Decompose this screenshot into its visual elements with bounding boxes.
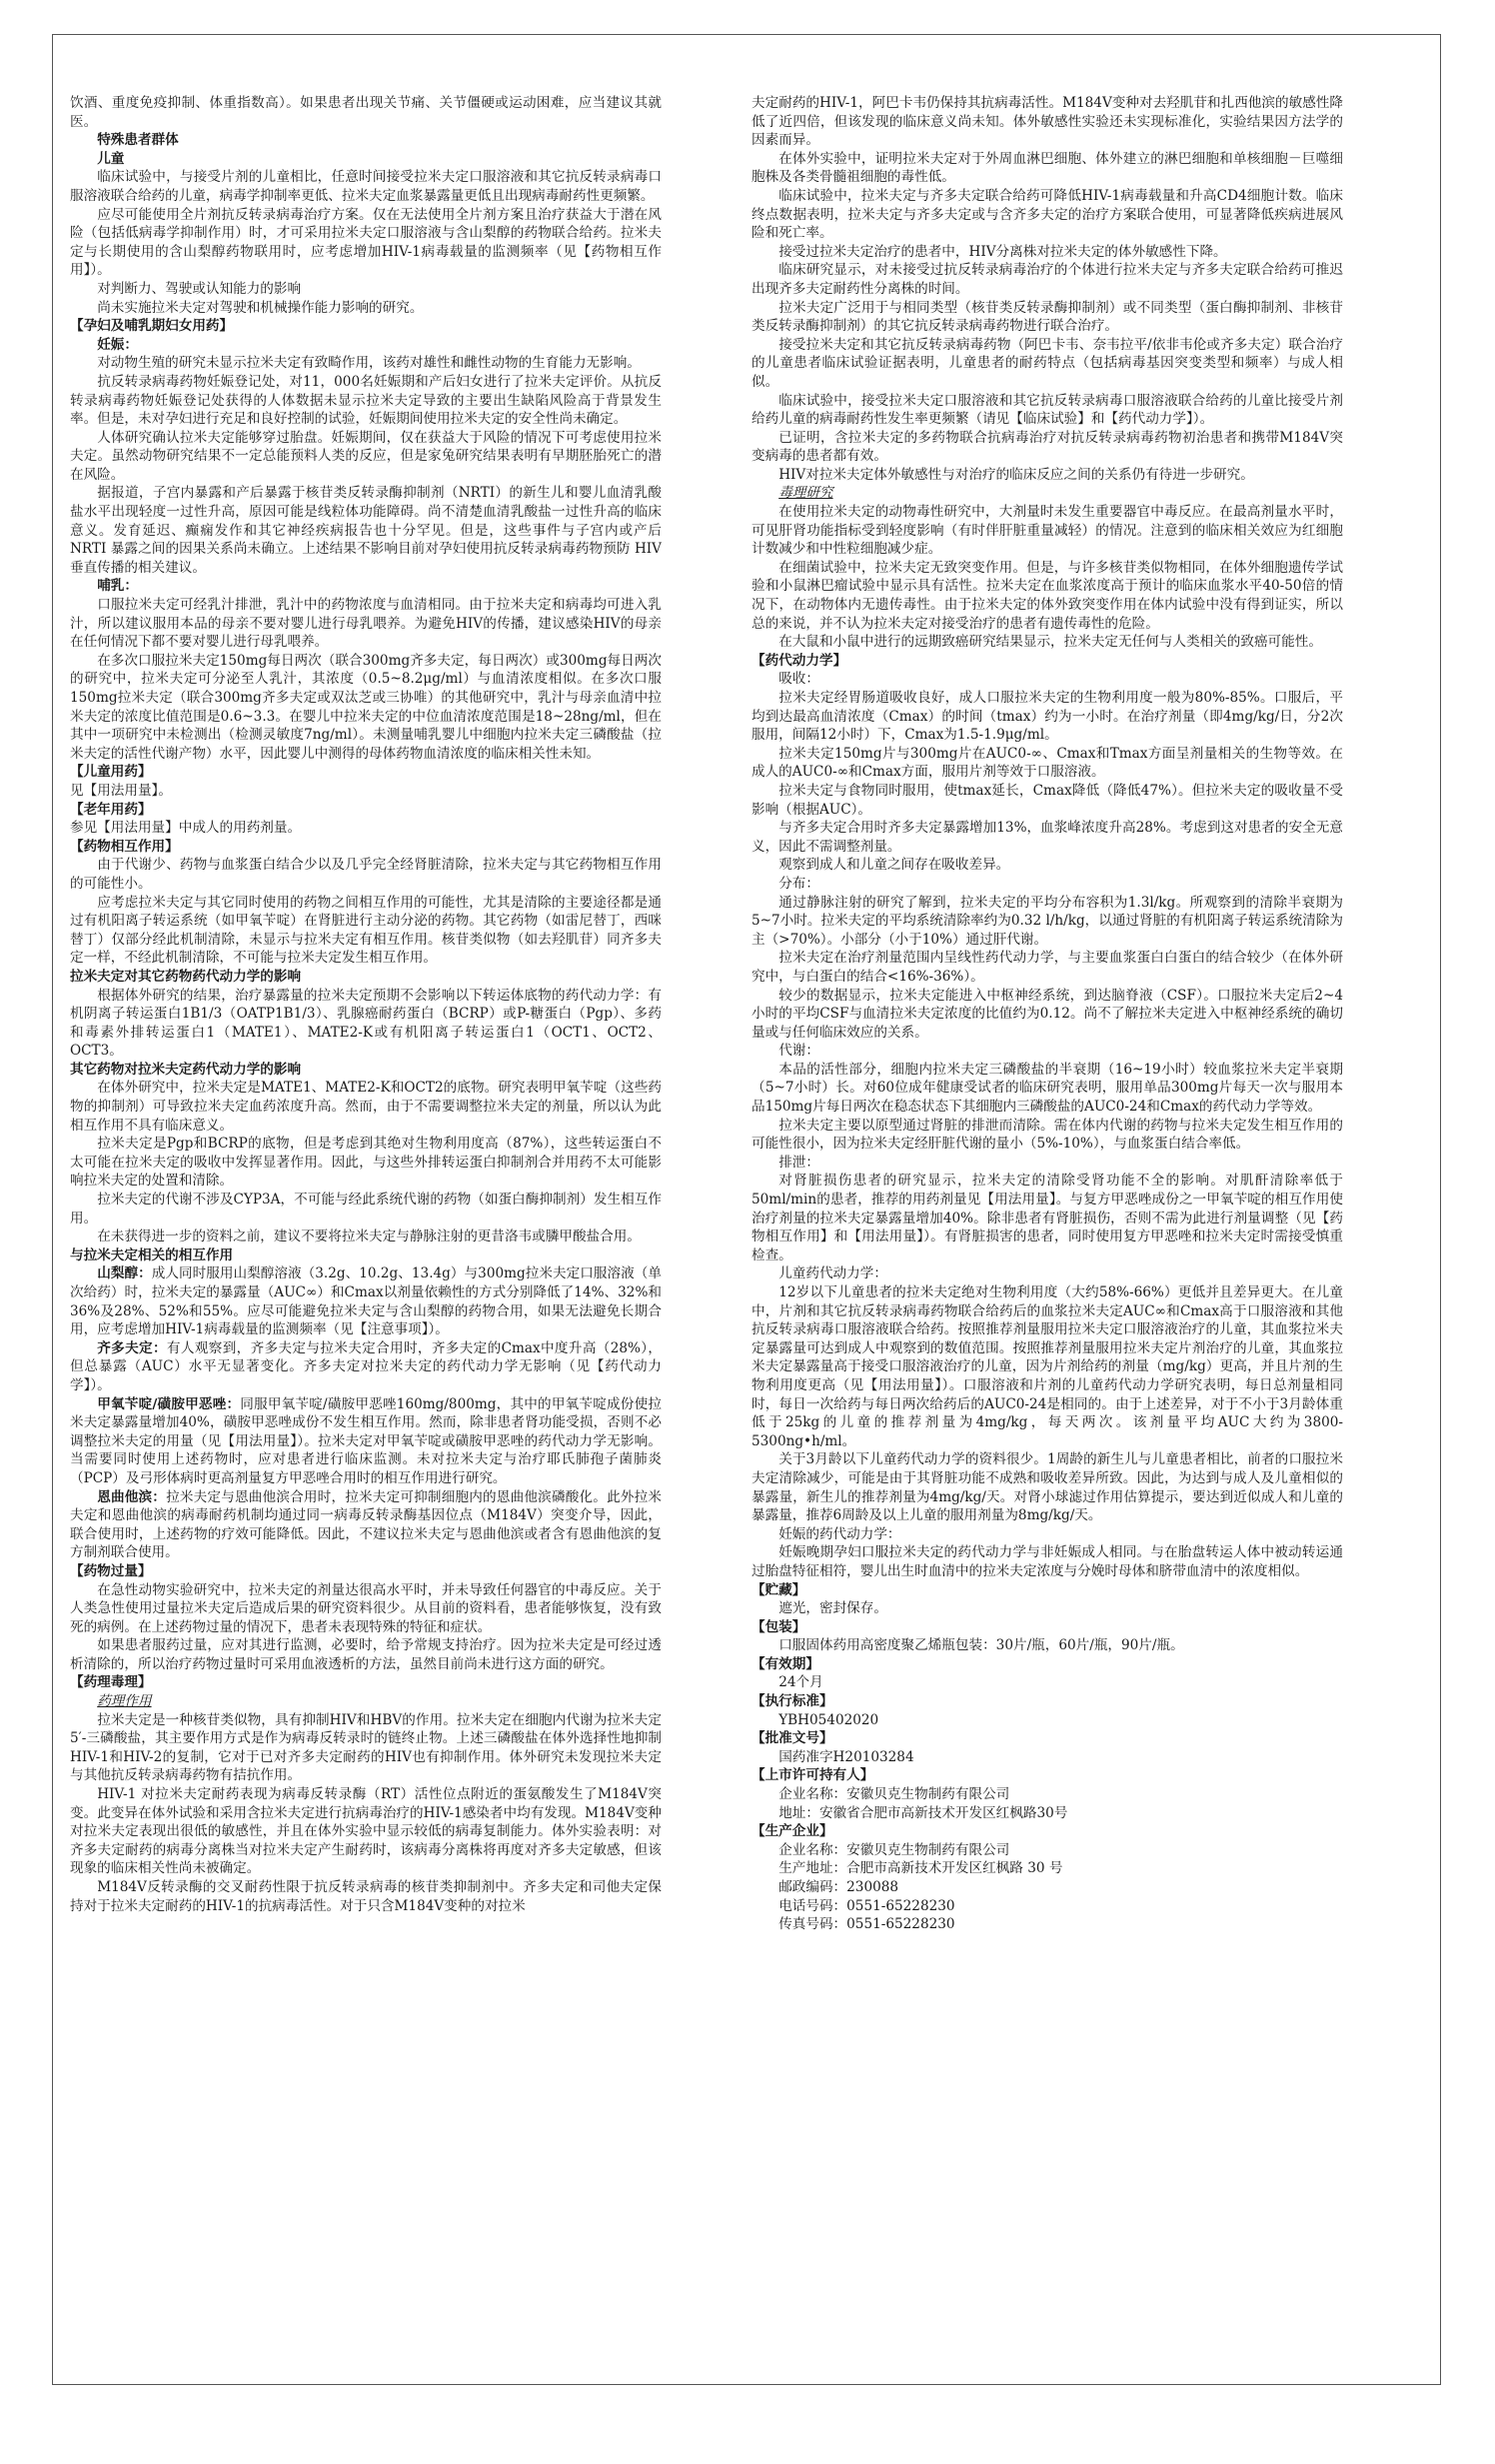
paragraph: 分布： (778, 875, 819, 892)
paragraph: 国药准字H20103284 (778, 1748, 914, 1765)
paragraph-lead: 恩曲他滨： (97, 1488, 167, 1505)
paragraph: 接受过拉米夫定治疗的患者中，HIV分离株对拉米夫定的体外敏感性下降。 (778, 243, 1227, 260)
section-heading: 与拉米夫定相关的相互作用 (70, 1246, 234, 1263)
paragraph: 代谢： (778, 1043, 819, 1060)
paragraph: 企业名称：安徽贝克生物制药有限公司 (778, 1786, 1010, 1803)
paragraph: 对判断力、驾驶或认知能力的影响 (97, 280, 302, 297)
section-heading: 【 药理毒理 】 (70, 1673, 662, 1692)
paragraph: 生产地址：合肥市高新技术开发区红枫路 30 号 (778, 1860, 1063, 1877)
paragraph (70, 1264, 662, 1338)
paragraph: 遮光，密封保存。 (778, 1600, 887, 1617)
paragraph: 口服拉米夫定可经乳汁排泄，乳汁中的药物浓度与血清相同。由于拉米夫定和病毒均可进入乳汁，所以建议服用本品的母亲不要对婴儿进行母乳喂养。为避免HIV的传播，建议感染HIV的母亲在任何情况下都不要对婴儿进行母乳喂养。 (70, 597, 662, 651)
paragraph-lead: 山梨醇： (97, 1265, 152, 1282)
paragraph: 抗反转录病毒药物妊娠登记处，对11，000名妊娠期和产后妇女进行了拉米夫定评价。从抗反转录病毒药物妊娠登记处获得的人体数据未显示拉米夫定导致的主要出生缺陷风险高于背景发生率。但是，未对孕妇进行充足和良好控制的试验，妊娠期间使用拉米夫定的安全性尚未确定。 (70, 373, 662, 428)
paragraph: 接受拉米夫定和其它抗反转录病毒药物（阿巴卡韦、奈韦拉平/依非韦伦或齐多夫定）联合治疗的儿童患者临床试验证据表明，儿童患者的耐药特点（包括病毒基因突变类型和频率）与成人相似。 (751, 336, 1343, 390)
paragraph: 对肾脏损伤患者的研究显示，拉米夫定的清除受肾功能不全的影响。对肌酐清除率低于50ml/min的患者，推荐的用药剂量见【用法用量】。与复方甲恶唑成份之一甲氧苄啶的相互作用使治疗剂量的拉米夫定暴露量增加40%。除非患者有肾脏损伤，否则不需为此进行剂量调整（见【药物相互作用】和【用法用量】）。有肾脏损害的患者，同时使用复方甲恶唑和拉米夫定时需接受慎重检查。 (751, 1173, 1343, 1263)
paragraph: 尚未实施拉米夫定对驾驶和机械操作能力影响的研究。 (97, 299, 424, 316)
paragraph: 24个月 (778, 1674, 823, 1691)
paragraph: 观察到成人和儿童之间存在吸收差异。 (778, 857, 1010, 874)
paragraph: 拉米夫定150mg片与300mg片在AUC0-∞、Cmax和Tmax方面呈剂量相关的生物等效。在成人的AUC0-∞和Cmax方面，服用片剂等效于口服溶液。 (751, 745, 1343, 781)
paragraph: 拉米夫定经胃肠道吸收良好，成人口服拉米夫定的生物利用度一般为80%-85%。口服后，平均到达最高血清浓度（Cmax）的时间（tmax）约为一小时。在治疗剂量（即4mg/kg/日，分2次服用，间隔12小时）下，Cmax为1.5-1.9μg/ml。 (751, 690, 1343, 744)
section-heading: 其它药物对拉米夫定药代动力学的影响 (70, 1061, 302, 1078)
paragraph: 传真号码：0551-65228230 (778, 1916, 955, 1933)
paragraph-lead: 甲氧苄啶/磺胺甲恶唑： (97, 1395, 241, 1412)
paragraph-text: 成人同时服用山梨醇溶液（3.2g、10.2g、13.4g）与300mg拉米夫定口服溶液（单次给药）时，拉米夫定的暴露量（AUC∞）和Cmax以剂量依赖性的方式分别降低了14%、32%和36%及28%、52%和55%。应尽可能避免拉米夫定与含山梨醇的药物合用，如果无法避免长期合用，应考虑增加HIV-1病毒载量的监测频率（见【注意事项】）。 (70, 1265, 662, 1338)
paragraph: 较少的数据显示，拉米夫定能进入中枢神经系统，到达脑脊液（CSF）。口服拉米夫定后2~4小时的平均CSF与血清拉米夫定浓度的比值约为0.12。尚不了解拉米夫定进入中枢神经系统的确切量或与任何临床效应的关系。 (751, 987, 1343, 1041)
paragraph: M184V反转录酶的交叉耐药性限于抗反转录病毒的核苷类抑制剂中。齐多夫定和司他夫定保持对于拉米夫定耐药的HIV-1的抗病毒活性。对于只含M184V变种的对拉米 (70, 1879, 662, 1914)
paragraph: 临床试验中，接受拉米夫定口服溶液和其它抗反转录病毒口服溶液联合给药的儿童比接受片剂给药儿童的病毒耐药性发生率更频繁（请见【临床试验】和【药代动力学】）。 (751, 392, 1343, 428)
paragraph: 在大鼠和小鼠中进行的远期致癌研究结果显示，拉米夫定无任何与人类相关的致癌可能性。 (778, 634, 1322, 651)
paragraph: 在使用拉米夫定的动物毒性研究中，大剂量时未发生重要器官中毒反应。在最高剂量水平时，可见肝肾功能指标受到轻度影响（有时伴肝脏重量减轻）的情况。注意到的临床相关效应为红细胞计数减少和中性粒细胞减少症。 (751, 504, 1343, 558)
paragraph: 在体外实验中，证明拉米夫定对于外周血淋巴细胞、体外建立的淋巴细胞和单核细胞－巨噬细胞株及各类骨髓祖细胞的毒性低。 (751, 150, 1343, 186)
paragraph: 口服固体药用高密度聚乙烯瓶包装：30片/瓶，60片/瓶，90片/瓶。 (778, 1637, 1184, 1654)
section-heading: 【 上市许可持有人 】 (751, 1766, 1343, 1785)
paragraph: 关于3月龄以下儿童药代动力学的资料很少。1周龄的新生儿与儿童患者相比，前者的口服拉米夫定清除减少，可能是由于其肾脏功能不成熟和吸收差异所致。因此，为达到与成人及儿童相似的暴露量，新生儿的推荐剂量为4mg/kg/天。对肾小球滤过作用估算提示，要达到近似成人和儿童的暴露量，推荐6周龄及以上儿童的服用剂量为8mg/kg/天。 (751, 1451, 1343, 1524)
paragraph: 妊娠晚期孕妇口服拉米夫定的药代动力学与非妊娠成人相同。与在胎盘转运人体中被动转运通过胎盘特征相符，婴儿出生时血清中的拉米夫定浓度与分娩时母体和脐带血清中的浓度相似。 (751, 1544, 1343, 1579)
paragraph: 饮酒、重度免疫抑制、体重指数高）。如果患者出现关节痛、关节僵硬或运动困难，应当建议其就医。 (70, 95, 662, 130)
paragraph: 与齐多夫定合用时齐多夫定暴露增加13%，血浆峰浓度升高28%。考虑到这对患者的安全无意义，因此不需调整剂量。 (751, 820, 1343, 855)
right-column (751, 94, 1343, 2343)
section-heading: 【 药物过量 】 (70, 1562, 662, 1581)
subsection-heading: 毒理研究 (778, 485, 833, 502)
paragraph (70, 1488, 662, 1562)
section-heading: 【 药代动力学 】 (751, 652, 1343, 671)
paragraph: 排泄： (778, 1154, 819, 1171)
paragraph: 在未获得进一步的资料之前，建议不要将拉米夫定与静脉注射的更昔洛韦或膦甲酸盐合用。 (97, 1229, 641, 1245)
section-heading: 特殊患者群体 (97, 132, 179, 149)
paragraph-lead: 齐多夫定： (97, 1339, 167, 1356)
paragraph: 据报道，子宫内暴露和产后暴露于核苷类反转录酶抑制剂（NRTI）的新生儿和婴儿血清乳酸盐水平出现轻度一过性升高，原因可能是线粒体功能障碍。尚不清楚血清乳酸盐一过性升高的临床意义。发育延迟、癫痫发作和其它神经疾病报告也十分罕见。但是，这些事件与子宫内或产后 NRTI 暴露之间的因果关系尚未确立。上述结果不影响目前对孕妇使用抗反转录病毒药物预防 HIV 垂直传播的相关建议。 (70, 485, 662, 576)
paragraph-text: 同服甲氧苄啶/磺胺甲恶唑160mg/800mg，其中的甲氧苄啶成份使拉米夫定暴露量增加40%，磺胺甲恶唑成份不发生相互作用。然而，除非患者肾功能受损，否则不必调整拉米夫定的用量（见【用法用量】）。拉米夫定对甲氧苄啶或磺胺甲恶唑的药代动力学无影响。当需要同时使用上述药物时，应对患者进行临床监测。未对拉米夫定与治疗耶氏肺孢子菌肺炎（PCP）及弓形体病时更高剂量复方甲恶唑合用时的相互作用进行研究。 (70, 1395, 662, 1486)
paragraph: 儿童药代动力学： (778, 1265, 887, 1282)
paragraph: HIV-1 对拉米夫定耐药表现为病毒反转录酶（RT）活性位点附近的蛋氨酸发生了M184V突变。此变异在体外试验和采用含拉米夫定进行抗病毒治疗的HIV-1感染者中均有发现。M184V变种对拉米夫定表现出很低的敏感性，并且在体外实验中显示较低的病毒复制能力。体外实验表明：对齐多夫定耐药的病毒分离株当对拉米夫定产生耐药时，该病毒分离株将再度对齐多夫定敏感，但该现象的临床相关性尚未被确定。 (70, 1786, 662, 1877)
paragraph: 妊娠的药代动力学： (778, 1525, 901, 1542)
paragraph: 拉米夫定与食物同时服用，使tmax延长，Cmax降低（降低47%）。但拉米夫定的吸收量不受影响（根据AUC）。 (751, 782, 1343, 818)
paragraph: 临床试验中，与接受片剂的儿童相比，任意时间接受拉米夫定口服溶液和其它抗反转录病毒口服溶液联合给药的儿童，病毒学抑制率更低、拉米夫定血浆暴露量更低且出现病毒耐药性更频繁。 (70, 169, 662, 204)
paragraph: 拉米夫定在治疗剂量范围内呈线性药代动力学，与主要血浆蛋白白蛋白的结合较少（在体外研究中，与白蛋白的结合<16%-36%）。 (751, 950, 1343, 985)
paragraph: 在多次口服拉米夫定150mg每日两次（联合300mg齐多夫定，每日两次）或300mg每日两次的研究中，拉米夫定可分泌至人乳汁，其浓度（0.5~8.2μg/ml）与血清浓度相似。在多次口服150mg拉米夫定（联合300mg齐多夫定或双汰芝或三协唯）的其他研究中，乳汁与母亲血清中拉米夫定的浓度比值范围是0.6~3.3。在婴儿中拉米夫定的中位血清浓度范围是18~28ng/ml，但在其中一项研究中未检测出（检测灵敏度7ng/ml）。未测量哺乳婴儿中细胞内拉米夫定三磷酸盐（拉米夫定的活性代谢产物）水平，因此婴儿中测得的母体药物血清浓度的临床相关性未知。 (70, 652, 662, 762)
section-heading: 【 生产企业 】 (751, 1822, 1343, 1841)
paragraph: 已证明，含拉米夫定的多药物联合抗病毒治疗对抗反转录病毒药物初治患者和携带M184V突变病毒的患者都有效。 (751, 429, 1343, 465)
paragraph: HIV对拉米夫定体外敏感性与对治疗的临床反应之间的关系仍有待进一步研究。 (778, 466, 1254, 483)
paragraph: 见【用法用量】。 (70, 782, 172, 799)
paragraph: 在体外研究中，拉米夫定是MATE1、MATE2-K和OCT2的底物。研究表明甲氧苄啶（这些药物的抑制剂）可导致拉米夫定血药浓度升高。然而，由于不需要调整拉米夫定的剂量，所以认为此相互作用不具有临床意义。 (70, 1080, 662, 1134)
paragraph (70, 1395, 662, 1488)
section-heading: 【 执行标准 】 (751, 1692, 1343, 1711)
paragraph: 拉米夫定是Pgp和BCRP的底物，但是考虑到其绝对生物利用度高（87%），这些转运蛋白不太可能在拉米夫定的吸收中发挥显著作用。因此，与这些外排转运蛋白抑制剂合并用药不太可能影响拉米夫定的处置和清除。 (70, 1136, 662, 1190)
section-heading: 【 批准文号 】 (751, 1729, 1343, 1748)
paragraph: 在细菌试验中，拉米夫定无致突变作用。但是，与许多核苷类似物相同，在体外细胞遗传学试验和小鼠淋巴瘤试验中显示具有活性。拉米夫定在血浆浓度高于预计的临床血浆水平40-50倍的情况下，在动物体内无遗传毒性。由于拉米夫定的体外致突变作用在体内试验中没有得到证实，所以总的来说，并不认为拉米夫定对接受治疗的患者有遗传毒性的危险。 (751, 559, 1343, 632)
subsection-heading: 药理作用 (97, 1693, 152, 1710)
paragraph: 拉米夫定主要以原型通过肾脏的排泄而清除。需在体内代谢的药物与拉米夫定发生相互作用的可能性很小，因为拉米夫定经肝脏代谢的量小（5%-10%），与血浆蛋白结合率低。 (751, 1117, 1343, 1153)
paragraph: 邮政编码：230088 (778, 1879, 899, 1895)
paragraph: YBH05402020 (778, 1711, 879, 1728)
paragraph: 夫定耐药的HIV-1，阿巴卡韦仍保持其抗病毒活性。M184V变种对去羟肌苷和扎西他滨的敏感性降低了近四倍，但该发现的临床意义尚未知。体外敏感性实验还未实现标准化，实验结果因方法学的因素而异。 (751, 95, 1343, 149)
section-heading: 【 有效期 】 (751, 1655, 1343, 1674)
paragraph: 临床试验中，拉米夫定与齐多夫定联合给药可降低HIV-1病毒载量和升高CD4细胞计数。临床终点数据表明，拉米夫定与齐多夫定或与含齐多夫定的治疗方案联合使用，可显著降低疾病进展风险和死亡率。 (751, 187, 1343, 242)
paragraph: 拉米夫定广泛用于与相同类型（核苷类反转录酶抑制剂）或不同类型（蛋白酶抑制剂、非核苷类反转录酶抑制剂）的其它抗反转录病毒药物进行联合治疗。 (751, 299, 1343, 335)
paragraph: 地址：安徽省合肥市高新技术开发区红枫路30号 (778, 1804, 1068, 1821)
paragraph-text: 有人观察到，齐多夫定与拉米夫定合用时，齐多夫定的Cmax中度升高（28%），但总暴露（AUC）水平无显著变化。齐多夫定对拉米夫定的药代动力学无影响（见【药代动力学】）。 (70, 1339, 662, 1393)
paragraph: 应考虑拉米夫定与其它同时使用的药物之间相互作用的可能性，尤其是清除的主要途径都是通过有机阳离子转运系统（如甲氧苄啶）在肾脏进行主动分泌的药物。其它药物（如雷尼替丁，西咪替丁）仅部分经此机制清除，未显示与拉米夫定有相互作用。核苷类似物（如去羟肌苷）同齐多夫定一样，不经此机制清除，不可能与拉米夫定发生相互作用。 (70, 894, 662, 967)
section-heading: 【 老年用药 】 (70, 801, 662, 820)
paragraph: 12岁以下儿童患者的拉米夫定绝对生物利用度（大约58%-66%）更低并且差异更大。在儿童中，片剂和其它抗反转录病毒药物联合给药后的血浆拉米夫定AUC∞和Cmax高于口服溶液和其他抗反转录病毒口服溶液联合给药。按照推荐剂量服用拉米夫定口服溶液治疗的儿童，其血浆拉米夫定暴露量可达到成人中观察到的数值范围。按照推荐剂量服用拉米夫定片剂治疗的儿童，其血浆拉米夫定暴露量高于接受口服溶液治疗的儿童，因为片剂给药的剂量（mg/kg）更高，并且片剂的生物利用度更高（见【用法用量】）。口服溶液和片剂的儿童药代动力学研究表明，每日总剂量相同时，每日一次给药与每日两次给药后的AUC0-24是相同的。由于上述差异，对于不小于3月龄体重低于25kg的儿童的推荐剂量为4mg/kg，每天两次。该剂量平均AUC大约为3800-5300ng•h/ml。 (751, 1284, 1343, 1449)
paragraph: 吸收： (778, 671, 819, 688)
section-heading: 妊娠： (97, 336, 138, 353)
section-heading: 拉米夫定对其它药物药代动力学的影响 (70, 968, 302, 985)
paragraph: 拉米夫定的代谢不涉及CYP3A，不可能与经此系统代谢的药物（如蛋白酶抑制剂）发生相互作用。 (70, 1192, 662, 1227)
paragraph (70, 1339, 662, 1395)
paragraph: 在急性动物实验研究中，拉米夫定的剂量达很高水平时，并未导致任何器官的中毒反应。关于人类急性使用过量拉米夫定后造成后果的研究资料很少。从目前的资料看，患者能够恢复，没有致死的病例。在上述药物过量的情况下，患者未表现特殊的特征和症状。 (70, 1581, 662, 1635)
paragraph: 对动物生殖的研究未显示拉米夫定有致畸作用，该药对雄性和雌性动物的生育能力无影响。 (97, 355, 641, 372)
paragraph: 通过静脉注射的研究了解到，拉米夫定的平均分布容积为1.3l/kg。所观察到的清除半衰期为5~7小时。拉米夫定的平均系统清除率约为0.32 l/h/kg，以通过肾脏的有机阳离子转运系统清除为主（>70%）。小部分（小于10%）通过肝代谢。 (751, 894, 1343, 948)
paragraph: 应尽可能使用全片剂抗反转录病毒治疗方案。仅在无法使用全片剂方案且治疗获益大于潜在风险（包括低病毒学抑制作用）时，才可采用拉米夫定口服溶液与含山梨醇的药物联合给药。拉米夫定与长期使用的含山梨醇药物联用时，应考虑增加HIV-1病毒载量的监测频率（见【药物相互作用】）。 (70, 206, 662, 279)
section-heading: 【 孕妇及哺乳期妇女用药 】 (70, 317, 662, 336)
section-heading: 【 包装 】 (751, 1618, 1343, 1637)
paragraph: 本品的活性部分，细胞内拉米夫定三磷酸盐的半衰期（16~19小时）较血浆拉米夫定半衰期（5~7小时）长。对60位成年健康受试者的临床研究表明，服用单品300mg片每天一次与服用本品150mg片每日两次在稳态状态下其细胞内三磷酸盐的AUC0-24和Cmax的药代动力学等效。 (751, 1061, 1343, 1116)
paragraph: 参见【用法用量】中成人的用药剂量。 (70, 820, 302, 837)
left-column (70, 94, 662, 2343)
paragraph: 由于代谢少、药物与血浆蛋白结合少以及几乎完全经肾脏清除，拉米夫定与其它药物相互作用的可能性小。 (70, 857, 662, 892)
section-heading: 【 贮藏 】 (751, 1581, 1343, 1600)
paragraph: 企业名称：安徽贝克生物制药有限公司 (778, 1841, 1010, 1858)
paragraph-text: 拉米夫定与恩曲他滨合用时，拉米夫定可抑制细胞内的恩曲他滨磷酸化。此外拉米夫定和恩曲他滨的病毒耐药机制均通过同一病毒反转录酶基因位点（M184V）突变介导，因此，联合使用时，上述药物的疗效可能降低。因此，不建议拉米夫定与恩曲他滨或者含有恩曲他滨的复方制剂联合使用。 (70, 1488, 662, 1561)
paragraph: 拉米夫定是一种核苷类似物，具有抑制HIV和HBV的作用。拉米夫定在细胞内代谢为拉米夫定 5′-三磷酸盐，其主要作用方式是作为病毒反转录时的链终止物。上述三磷酸盐在体外选择性地抑制HIV-1和HIV-2的复制，它对于已对齐多夫定耐药的HIV也有抑制作用。体外研究未发现拉米夫定与其他抗反转录病毒药物有拮抗作用。 (70, 1711, 662, 1784)
paragraph: 根据体外研究的结果，治疗暴露量的拉米夫定预期不会影响以下转运体底物的药代动力学：有机阴离子转运蛋白1B1/3（OATP1B1/3）、乳腺癌耐药蛋白（BCRP）或P-糖蛋白（Pgp）、多药和毒素外排转运蛋白1（MATE1）、MATE2-K或有机阳离子转运蛋白1（OCT1、OCT2、OCT3。 (70, 987, 662, 1060)
section-heading: 儿童 (97, 150, 125, 167)
paragraph: 临床研究显示，对未接受过抗反转录病毒治疗的个体进行拉米夫定与齐多夫定联合给药可推迟出现齐多夫定耐药性分离株的时间。 (751, 262, 1343, 297)
section-heading: 哺乳： (97, 578, 138, 595)
paragraph: 人体研究确认拉米夫定能够穿过胎盘。妊娠期间，仅在获益大于风险的情况下可考虑使用拉米夫定。虽然动物研究结果不一定总能预料人类的反应，但是家兔研究结果表明有早期胚胎死亡的潜在风险。 (70, 429, 662, 483)
section-heading: 【 药物相互作用 】 (70, 838, 662, 857)
section-heading: 【 儿童用药 】 (70, 763, 662, 782)
paragraph: 如果患者服药过量，应对其进行监测，必要时，给予常规支持治疗。因为拉米夫定是可经过透析清除的，所以治疗药物过量时可采用血液透析的方法，虽然目前尚未进行这方面的研究。 (70, 1637, 662, 1672)
paragraph: 电话号码：0551-65228230 (778, 1897, 955, 1914)
